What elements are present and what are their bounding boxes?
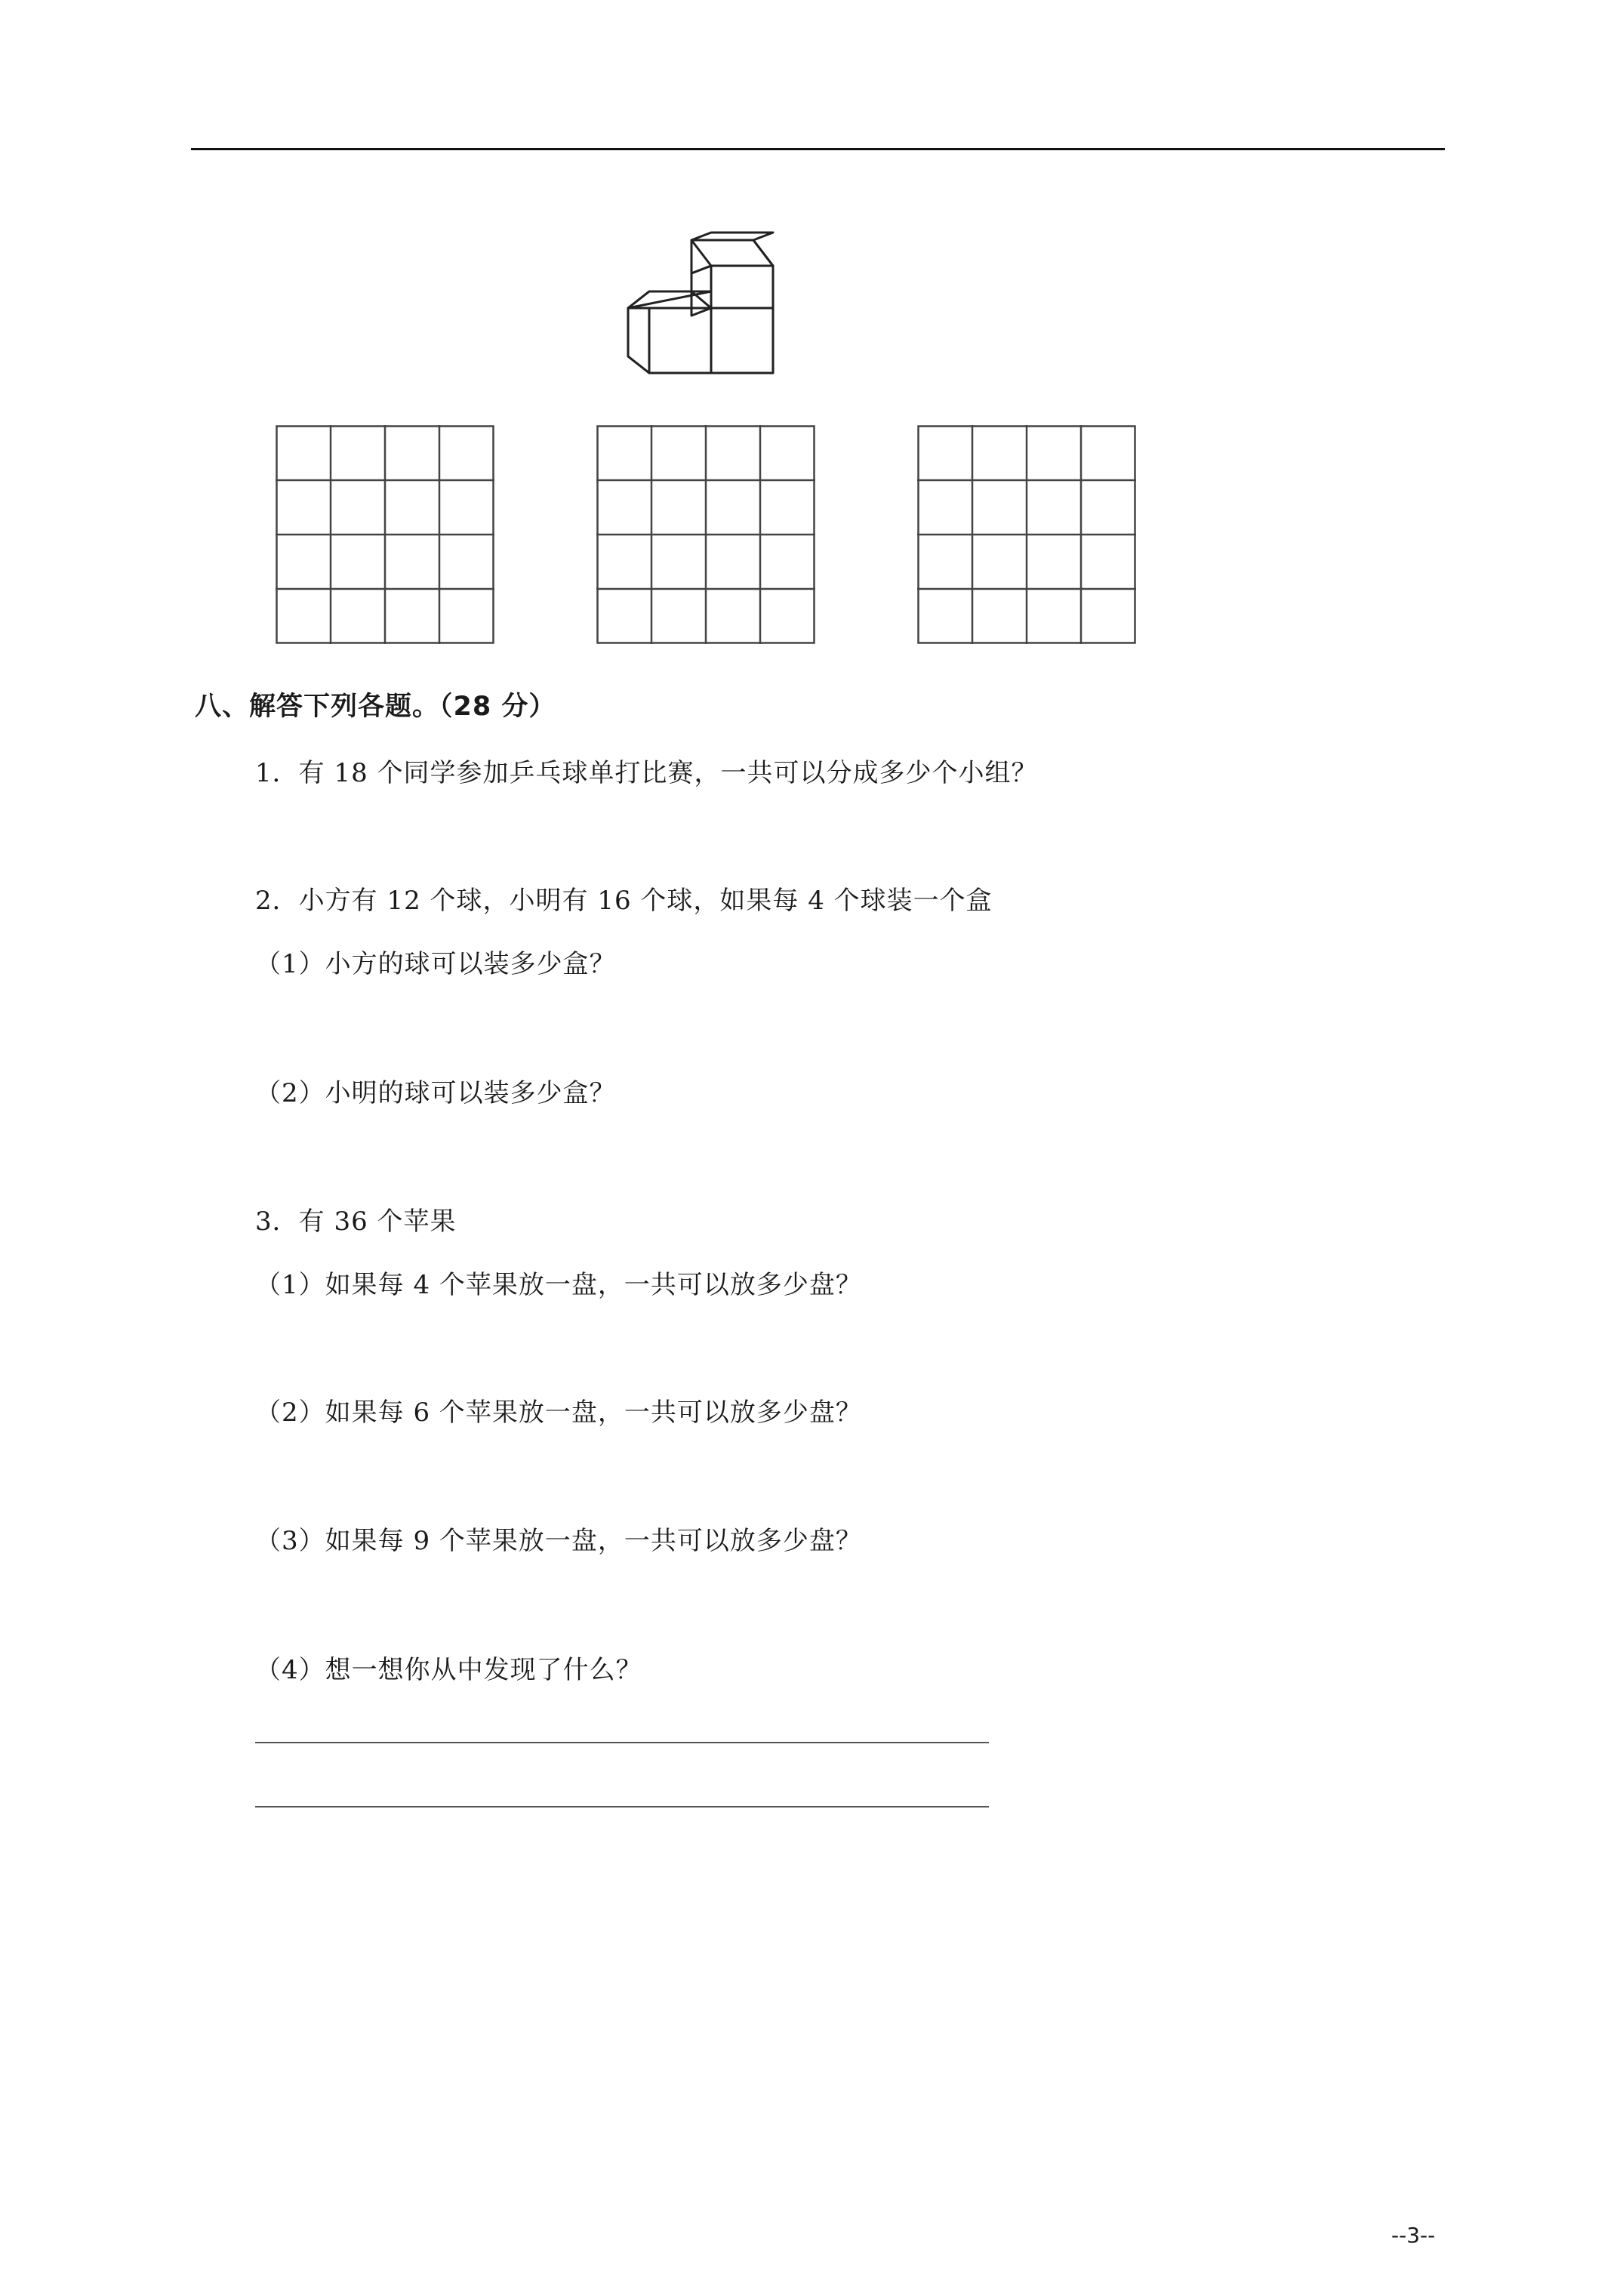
grid-lines-3 <box>917 425 1136 644</box>
question-3-part-2: （2）如果每 6 个苹果放一盘，一共可以放多少盘？ <box>255 1398 862 1428</box>
answer-line-2[interactable] <box>255 1806 989 1808</box>
question-3-part-4: （4）想一想你从中发现了什么？ <box>255 1655 642 1685</box>
answer-grid-3 <box>917 425 1136 644</box>
question-3-part-1: （1）如果每 4 个苹果放一盘，一共可以放多少盘？ <box>255 1270 862 1300</box>
answer-grid-1 <box>276 425 494 644</box>
question-2-part-2: （2）小明的球可以装多少盒？ <box>255 1078 616 1108</box>
answer-line-1[interactable] <box>255 1742 989 1743</box>
grid-lines-1 <box>276 425 494 644</box>
section-title: 八、解答下列各题。（28 分） <box>195 692 556 722</box>
question-3-part-3: （3）如果每 9 个苹果放一盘，一共可以放多少盘？ <box>255 1526 862 1556</box>
question-1: 1．有 18 个同学参加乒乓球单打比赛，一共可以分成多少个小组？ <box>255 758 1038 788</box>
cube-stack-figure <box>619 227 785 385</box>
header-rule <box>191 148 1445 150</box>
question-3: 3．有 36 个苹果 <box>255 1207 457 1237</box>
question-2-part-1: （1）小方的球可以装多少盒？ <box>255 949 616 979</box>
page-number: --3-- <box>1391 2223 1436 2248</box>
question-2: 2．小方有 12 个球，小明有 16 个球，如果每 4 个球装一个盒 <box>255 886 993 916</box>
cube-stack-drawing <box>619 227 785 385</box>
answer-grid-2 <box>596 425 815 644</box>
grid-lines-2 <box>596 425 815 644</box>
